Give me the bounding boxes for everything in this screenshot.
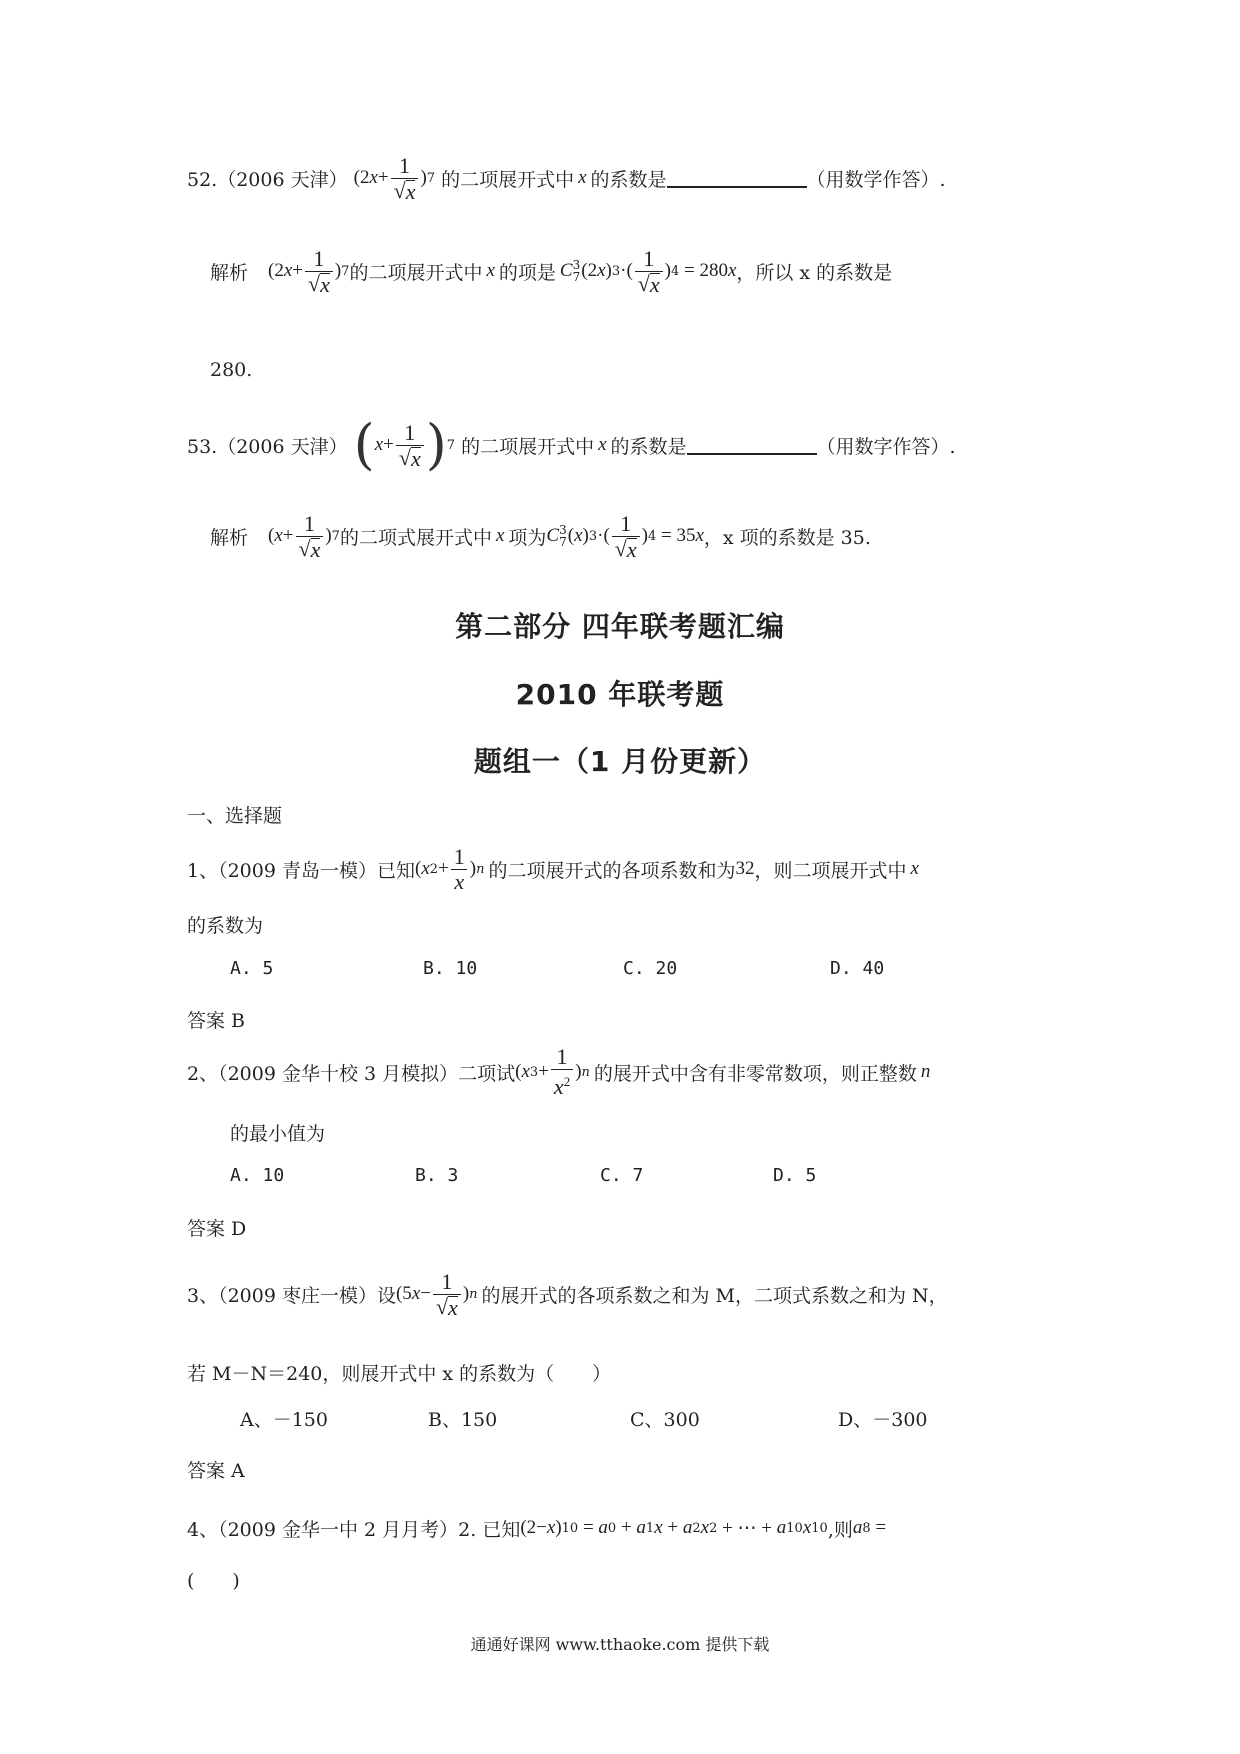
p3-prefix: 3、（2009 枣庄一模）设 [187, 1284, 396, 1307]
a53-text3: ，x 项的系数是 35. [703, 526, 871, 549]
p3-option-b[interactable]: B、150 [428, 1409, 498, 1431]
section-title: 一、选择题 [187, 804, 283, 827]
solution-label: 解析 [210, 526, 249, 549]
p4-tail: ,则 [827, 1518, 853, 1541]
a52-result: 280. [210, 359, 253, 381]
group-heading: 题组一（1 月份更新） [473, 745, 767, 778]
p2-mid: 的展开式中含有非零常数项，则正整数 [593, 1062, 917, 1085]
solution-label: 解析 [210, 261, 249, 284]
q53-tail: 的系数是 [610, 435, 687, 458]
problem-4: 4、（2009 金华一中 2 月月考）2. 已知 (2− x ) 10 = a 0 + a 1 x + a 2 x 2 + ⋯ + a 10 x 10 ,则 a 8 = [187, 1508, 886, 1548]
p1-option-a[interactable]: A. 5 [230, 958, 274, 979]
p2-option-a[interactable]: A. 10 [230, 1165, 285, 1186]
a52-text1: 的二项展开式中 [349, 261, 483, 284]
frac-1-over-sqrt-x: 1 √ x [433, 1270, 461, 1319]
p1-option-c[interactable]: C. 20 [623, 958, 678, 979]
frac-1-over-sqrt-x: 1 √ x [391, 154, 419, 203]
problem-4-continued: ( ) [187, 1569, 240, 1592]
part-heading: 第二部分 四年联考题汇编 [455, 610, 785, 643]
frac-1-over-sqrt-x: 1 √ x [305, 247, 333, 296]
p3-option-d[interactable]: D、－300 [838, 1409, 928, 1431]
year-heading: 2010 年联考题 [515, 678, 725, 711]
a53-text2: 项为 [508, 526, 547, 549]
frac-1-over-x: $\frac{1}{x}$ [451, 845, 468, 894]
p3-option-c[interactable]: C、300 [630, 1409, 700, 1431]
frac-1-over-sqrt-x: 1 √ x [635, 247, 663, 296]
problem-1-continued: 的系数为 [187, 914, 264, 937]
p2-option-c[interactable]: C. 7 [600, 1165, 644, 1186]
frac-1-over-x-squared: $\frac{1}{x^2}$ [551, 1045, 573, 1099]
solution-53: 解析 ( x + 1 √ x ) 7 的二项式展开式中 x 项为 C 3 7 ( x ) 3 ·( 1 √ x ) 4 = 35 x ，x 项的系数是 35. [210, 510, 871, 562]
solution-52-continued [210, 356, 252, 384]
a52-text2: 的项是 [498, 261, 556, 284]
p2-option-d[interactable]: D. 5 [773, 1165, 817, 1186]
frac-1-over-sqrt-x: 1 √ x [296, 512, 324, 561]
p1-option-d[interactable]: D. 40 [830, 958, 885, 979]
problem-3-continued: 若 M－N＝240，则展开式中 x 的系数为（ ） [187, 1362, 612, 1385]
p3-option-a[interactable]: A、－150 [240, 1409, 328, 1431]
question-53: 53.（2006 天津） ( x + 1 √ x ) 7 的二项展开式中 x 的系数是 （用数字作答）. [187, 413, 956, 476]
q52-mid: 的二项展开式中 [441, 168, 575, 191]
p1-prefix: 1、（2009 青岛一模）已知 [187, 859, 415, 882]
p1-answer: 答案 B [187, 1009, 246, 1032]
a52-text3: ，所以 x 的系数是 [736, 261, 893, 284]
q52-suffix: （用数学作答）. [806, 168, 946, 191]
p1-sum: 32 [735, 858, 755, 879]
p1-mid: 的二项展开式的各项系数和为 [488, 859, 736, 882]
q52-var: x [578, 167, 587, 188]
question-52: 52.（2006 天津） (2 x + 1 √ x ) 7 的二项展开式中 x 的系数是 （用数学作答）. [187, 152, 946, 204]
p3-mid: 的展开式的各项系数之和为 M，二项式系数之和为 N， [481, 1284, 948, 1307]
q53-mid: 的二项展开式中 [461, 435, 595, 458]
frac-1-over-sqrt-x: 1 √ x [612, 512, 640, 561]
a53-text1: 的二项式展开式中 [339, 526, 492, 549]
problem-1: 1、（2009 青岛一模）已知 ( x 2 + $\frac{1}{x}$ ) n 的二项展开式的各项系数和为 32 ，则二项展开式中 x [187, 843, 919, 894]
problem-3: 3、（2009 枣庄一模）设 (5 x − 1 √ x ) n 的展开式的各项系数之和为 M，二项式系数之和为 N， [187, 1268, 948, 1320]
q53-prefix: 53.（2006 天津） [187, 435, 348, 458]
q53-suffix: （用数字作答）. [816, 435, 956, 458]
solution-52: 解析 (2 x + 1 √ x ) 7 的二项展开式中 x 的项是 C 3 7 (2 x ) 3 ·( 1 √ x ) 4 = 280 x ，所以 x 的系数是 [210, 245, 893, 297]
frac-1-over-sqrt-x: 1 √ x [396, 421, 424, 470]
p3-answer: 答案 A [187, 1459, 245, 1482]
p1-tail: ，则二项展开式中 [754, 859, 907, 882]
p2-var: n [920, 1061, 931, 1082]
problem-2: 2、（2009 金华十校 3 月模拟）二项试 ( x 3 + $\frac{1}{x^2}$ ) n 的展开式中含有非零常数项，则正整数 n [187, 1044, 931, 1099]
q52-prefix: 52.（2006 天津） [187, 168, 348, 191]
problem-2-continued: 的最小值为 [230, 1122, 326, 1145]
p1-option-b[interactable]: B. 10 [423, 958, 478, 979]
answer-blank[interactable] [667, 168, 807, 188]
p2-answer: 答案 D [187, 1217, 247, 1240]
answer-blank[interactable] [687, 435, 817, 455]
p2-option-b[interactable]: B. 3 [415, 1165, 459, 1186]
page-footer: 通通好课网 www.tthaoke.com 提供下载 [470, 1635, 770, 1654]
p2-prefix: 2、（2009 金华十校 3 月模拟）二项试 [187, 1062, 516, 1085]
q52-tail: 的系数是 [590, 168, 667, 191]
p4-prefix: 4、（2009 金华一中 2 月月考）2. 已知 [187, 1518, 521, 1541]
